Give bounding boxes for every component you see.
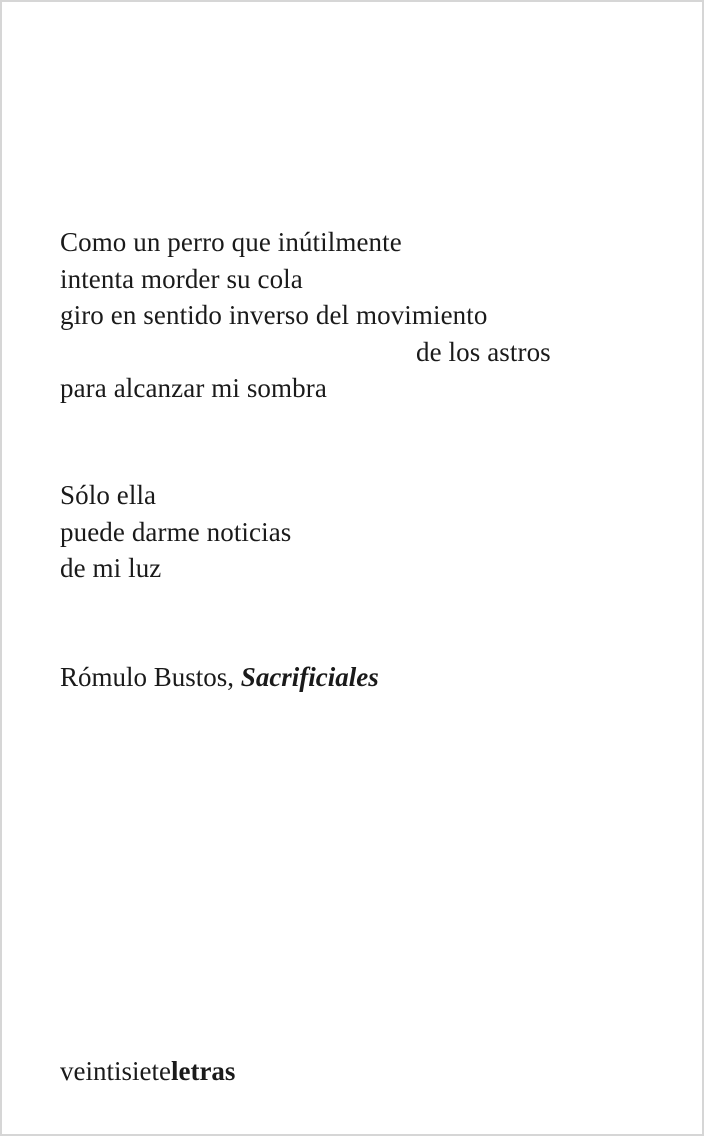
poem-attribution [60, 659, 379, 695]
poem-line: de mi luz [60, 553, 162, 583]
book-title: Sacrificiales [240, 662, 379, 692]
poem-line: Sólo ella [60, 480, 157, 510]
poem-stanza-2 [60, 477, 620, 587]
author-name: Rómulo Bustos, [60, 662, 241, 692]
poem-line-indented: de los astros [416, 336, 551, 367]
poem-line: giro en sentido inverso del movimiento [60, 300, 488, 330]
poem-line: intenta morder su cola [60, 263, 303, 294]
poem-line: Como un perro que inútilmente [60, 227, 402, 257]
poem-line: para alcanzar mi sombra [60, 373, 327, 403]
poem-line: puede darme noticias [60, 516, 292, 547]
poem-stanza-1 [60, 224, 620, 407]
publisher-name-regular: veintisiete [60, 1056, 171, 1086]
publisher-logo [60, 1053, 235, 1089]
publisher-name-bold: letras [170, 1056, 236, 1086]
